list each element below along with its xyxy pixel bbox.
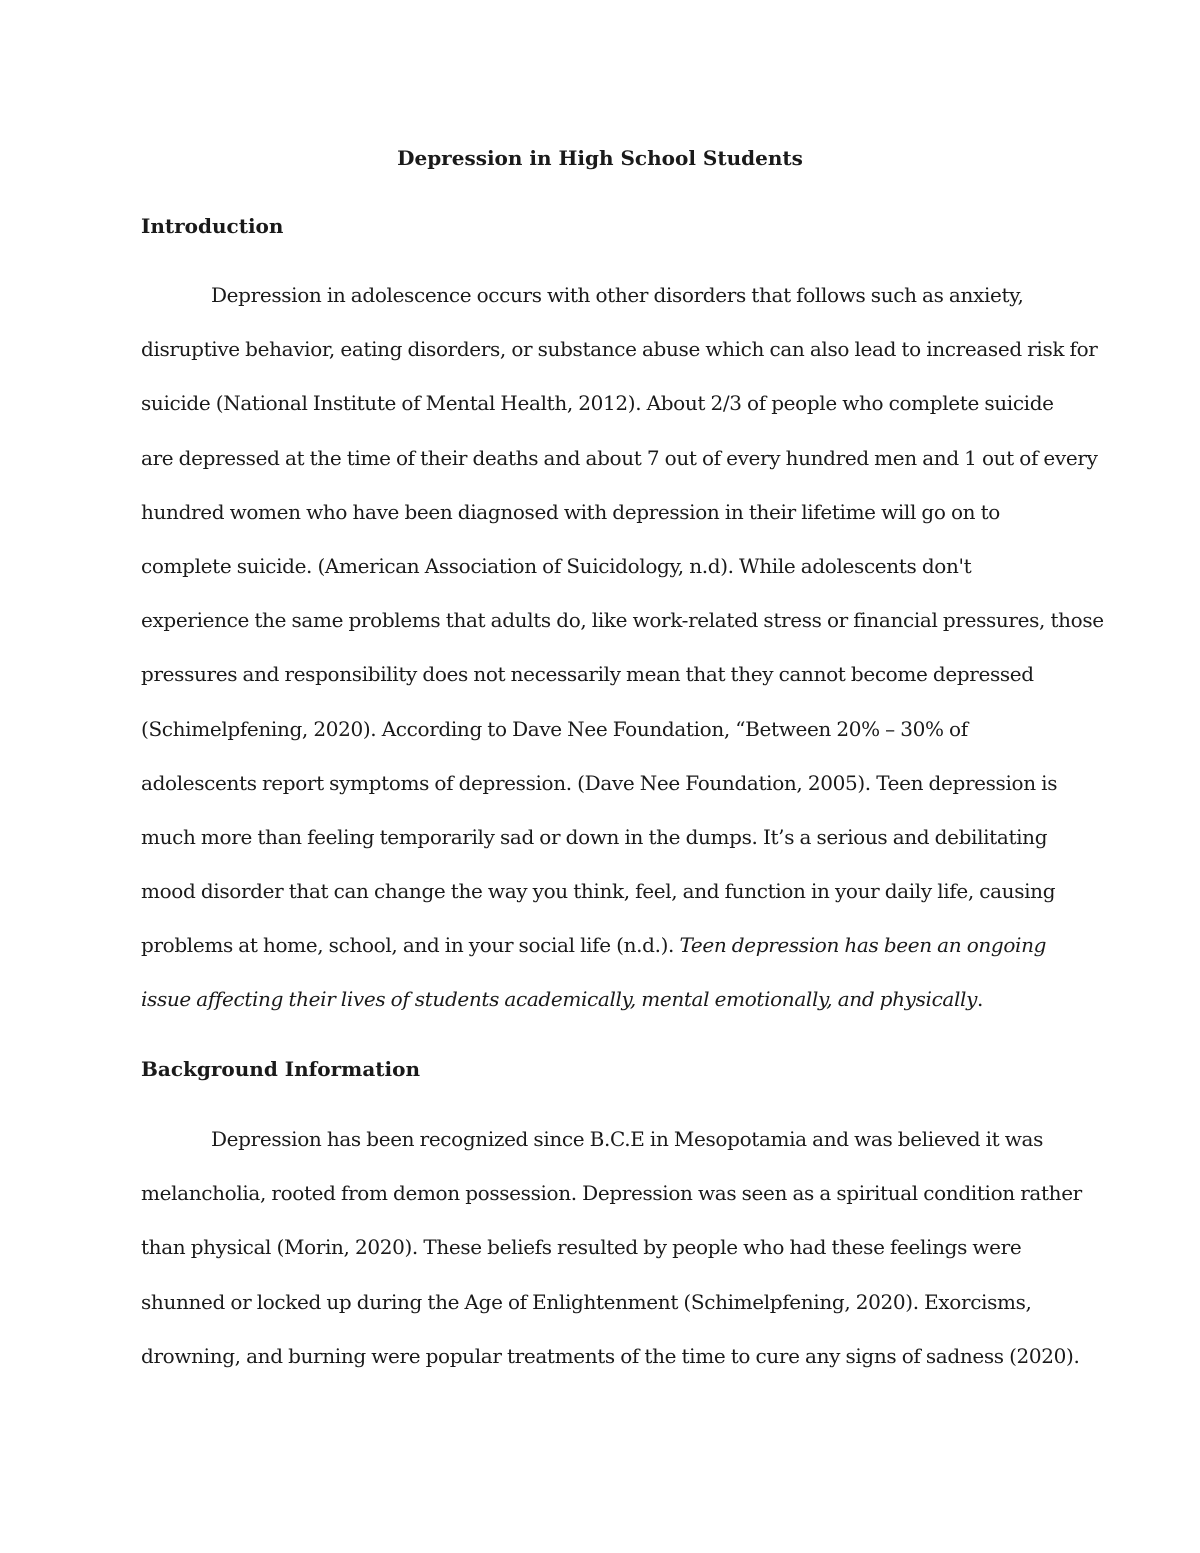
introduction-paragraph — [141, 280, 1104, 1039]
paragraph-line: hundred women who have been diagnosed with depression in their lifetime will go on to — [141, 499, 1000, 524]
paragraph-line: experience the same problems that adults do, like work-related stress or financial pressures, those — [141, 608, 1104, 633]
paragraph-line: pressures and responsibility does not necessarily mean that they cannot become depressed — [141, 662, 1034, 687]
section-heading-background: Background Information — [141, 1057, 421, 1081]
paragraph-line: mood disorder that can change the way you think, feel, and function in your daily life, causing — [141, 879, 1056, 904]
paragraph-line: are depressed at the time of their deaths and about 7 out of every hundred men and 1 out of every — [141, 445, 1098, 470]
paragraph-line: shunned or locked up during the Age of Enlightenment (Schimelpfening, 2020). Exorcisms, — [141, 1289, 1032, 1314]
section-heading-introduction: Introduction — [141, 214, 284, 238]
paragraph-line: drowning, and burning were popular treatments of the time to cure any signs of sadness (2020). — [141, 1343, 1080, 1368]
paragraph-line: much more than feeling temporarily sad or down in the dumps. It’s a serious and debilitating — [141, 824, 1048, 849]
paragraph-line: adolescents report symptoms of depression. (Dave Nee Foundation, 2005). Teen depression is — [141, 770, 1058, 795]
background-paragraph — [141, 1124, 1082, 1395]
thesis-text: issue affecting their lives of students academically, mental emotionally, and physically — [141, 987, 978, 1012]
thesis-text: Teen depression has been an ongoing — [679, 933, 1047, 958]
paragraph-line: suicide (National Institute of Mental Health, 2012). About 2/3 of people who complete suicide — [141, 391, 1054, 416]
paragraph-line: Depression in adolescence occurs with other disorders that follows such as anxiety, — [211, 283, 1024, 307]
paragraph-line: complete suicide. (American Association of Suicidology, n.d). While adolescents don't — [141, 553, 972, 578]
paragraph-line-mixed — [141, 930, 1066, 984]
document-title: Depression in High School Students — [397, 146, 803, 170]
sentence-end: . — [977, 987, 984, 1012]
plain-text: problems at home, school, and in your social life (n.d.). — [141, 933, 680, 958]
paragraph-line: Depression has been recognized since B.C.E in Mesopotamia and was believed it was — [211, 1127, 1043, 1151]
paragraph-line: (Schimelpfening, 2020). According to Dave Nee Foundation, “Between 20% – 30% of — [141, 716, 968, 741]
paragraph-line: disruptive behavior, eating disorders, or substance abuse which can also lead to increased risk for — [141, 337, 1098, 362]
paragraph-line-mixed — [141, 984, 1066, 1038]
paragraph-line: than physical (Morin, 2020). These beliefs resulted by people who had these feelings were — [141, 1235, 1022, 1260]
paragraph-line: melancholia, rooted from demon possession. Depression was seen as a spiritual condition rather — [141, 1181, 1082, 1206]
